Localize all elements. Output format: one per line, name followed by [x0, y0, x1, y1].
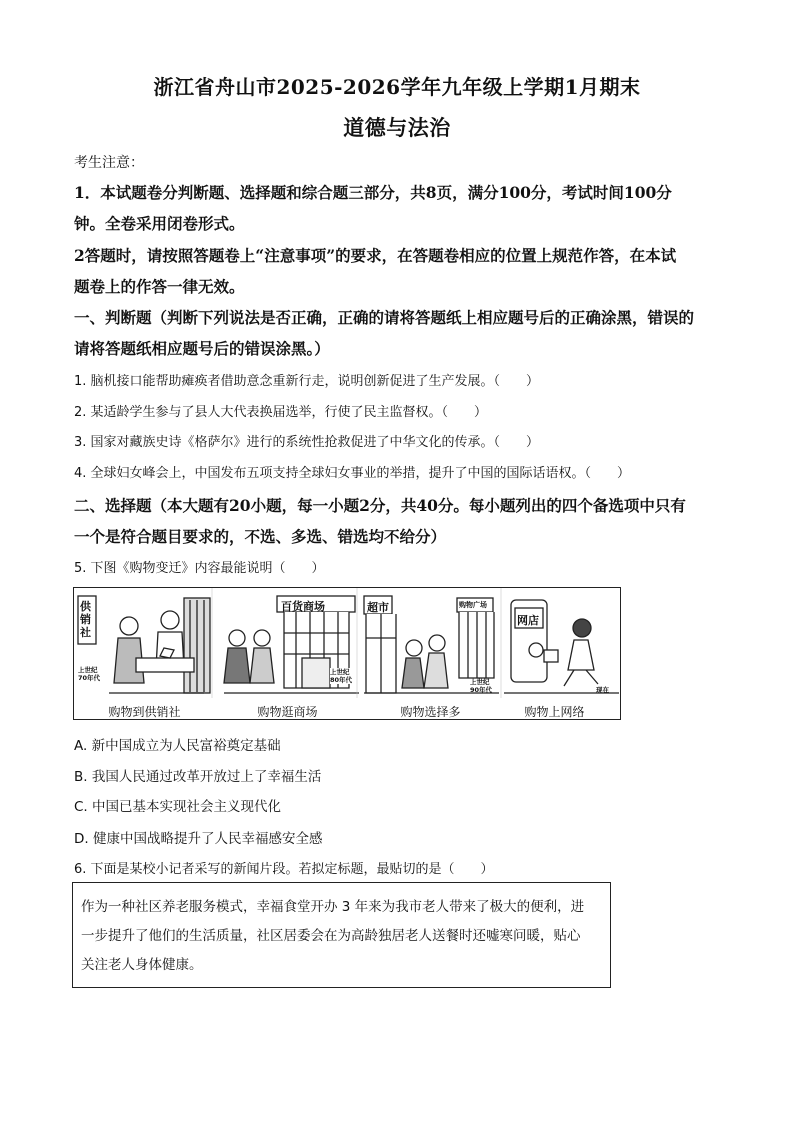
woman-figure	[254, 630, 270, 646]
section-2-heading-line-2: 一个是符合题目要求的，不选、多选、错选均不给分）	[74, 527, 447, 546]
question-6: 6. 下面是某校小记者采写的新闻片段。若拟定标题，最贴切的是（ ）	[74, 862, 494, 877]
clerk-figure	[161, 611, 179, 629]
question-2: 2. 某适龄学生参与了县人大代表换届选举，行使了民主监督权。（ ）	[74, 405, 488, 420]
online-shop-sign-text: 网店	[517, 614, 539, 627]
mall-sign-text: 购物广场	[459, 601, 487, 609]
question-1: 1. 脑机接口能帮助瘫痪者借助意念重新行走，说明创新促进了生产发展。（ ）	[74, 374, 540, 389]
supermarket-sign-text: 超市	[367, 601, 389, 614]
q5-option-a: A. 新中国成立为人民富裕奠定基础	[74, 738, 281, 754]
q5-option-d: D. 健康中国战略提升了人民幸福感安全感	[74, 831, 323, 847]
package-icon	[544, 650, 558, 662]
section-2-heading-line-1: 二、选择题（本大题有20小题，每一小题2分，共40分。每小题列出的四个备选项中只有	[74, 496, 686, 515]
q5-option-b: B. 我国人民通过改革开放过上了幸福生活	[74, 769, 322, 785]
era-label-1970s: 上世纪 70年代	[78, 666, 101, 682]
notice-item-1-line-1: 1．本试题卷分判断题、选择题和综合题三部分，共8页，满分100分，考试时间100分	[74, 183, 672, 202]
store-sign-text: 百货商场	[281, 600, 325, 613]
era-label-1980s: 上世纪 80年代	[330, 668, 353, 684]
comic-illustration	[74, 588, 621, 720]
notice-heading: 考生注意：	[74, 155, 144, 171]
caption-panel-3: 购物选择多	[400, 705, 461, 719]
notice-item-2-line-2: 题卷上的作答一律无效。	[74, 277, 245, 296]
caption-panel-2: 购物逛商场	[257, 705, 318, 719]
counter-icon	[136, 658, 194, 672]
courier-figure	[529, 643, 543, 657]
q5-option-c: C. 中国已基本实现社会主义现代化	[74, 799, 282, 815]
shopper-man-figure	[406, 640, 422, 656]
era-label-1990s: 上世纪 90年代	[470, 678, 493, 694]
question-3: 3. 国家对藏族史诗《格萨尔》进行的系统性抢救促进了中华文化的传承。（ ）	[74, 435, 540, 450]
caption-panel-4: 购物上网络	[524, 705, 585, 719]
subject-title: 道德与法治	[343, 115, 451, 140]
coop-sign-text: 供销社	[80, 600, 91, 639]
man-figure	[229, 630, 245, 646]
section-1-heading-line-1: 一、判断题（判断下列说法是否正确，正确的请将答题纸上相应题号后的正确涂黑，错误的	[74, 308, 695, 327]
shopping-change-comic	[73, 587, 621, 720]
notice-item-1-line-2: 钟。全卷采用闭卷形式。	[74, 214, 245, 233]
customer-woman-figure	[573, 619, 591, 637]
news-line-3: 关注老人身体健康。	[81, 957, 203, 973]
customer-figure	[120, 617, 138, 635]
exam-title: 浙江省舟山市2025-2026学年九年级上学期1月期末	[153, 75, 641, 99]
news-excerpt-box	[72, 882, 611, 988]
store-door	[302, 658, 330, 688]
era-label-now: 现在	[596, 686, 609, 694]
question-4: 4. 全球妇女峰会上，中国发布五项支持全球妇女事业的举措，提升了中国的国际话语权。（ ）	[74, 466, 631, 481]
news-line-2: 一步提升了他们的生活质量，社区居委会在为高龄独居老人送餐时还嘘寒问暖，贴心	[81, 928, 581, 944]
caption-panel-1: 购物到供销社	[108, 705, 181, 719]
section-1-heading-line-2: 请将答题纸相应题号后的错误涂黑。）	[74, 339, 330, 358]
news-line-1: 作为一种社区养老服务模式，幸福食堂开办 3 年来为我市老人带来了极大的便利，进	[81, 899, 585, 915]
shopper-woman-figure	[429, 635, 445, 651]
notice-item-2-line-1: 2答题时，请按照答题卷上“注意事项”的要求，在答题卷相应的位置上规范作答，在本试	[74, 246, 677, 265]
question-5: 5. 下图《购物变迁》内容最能说明（ ）	[74, 561, 325, 576]
